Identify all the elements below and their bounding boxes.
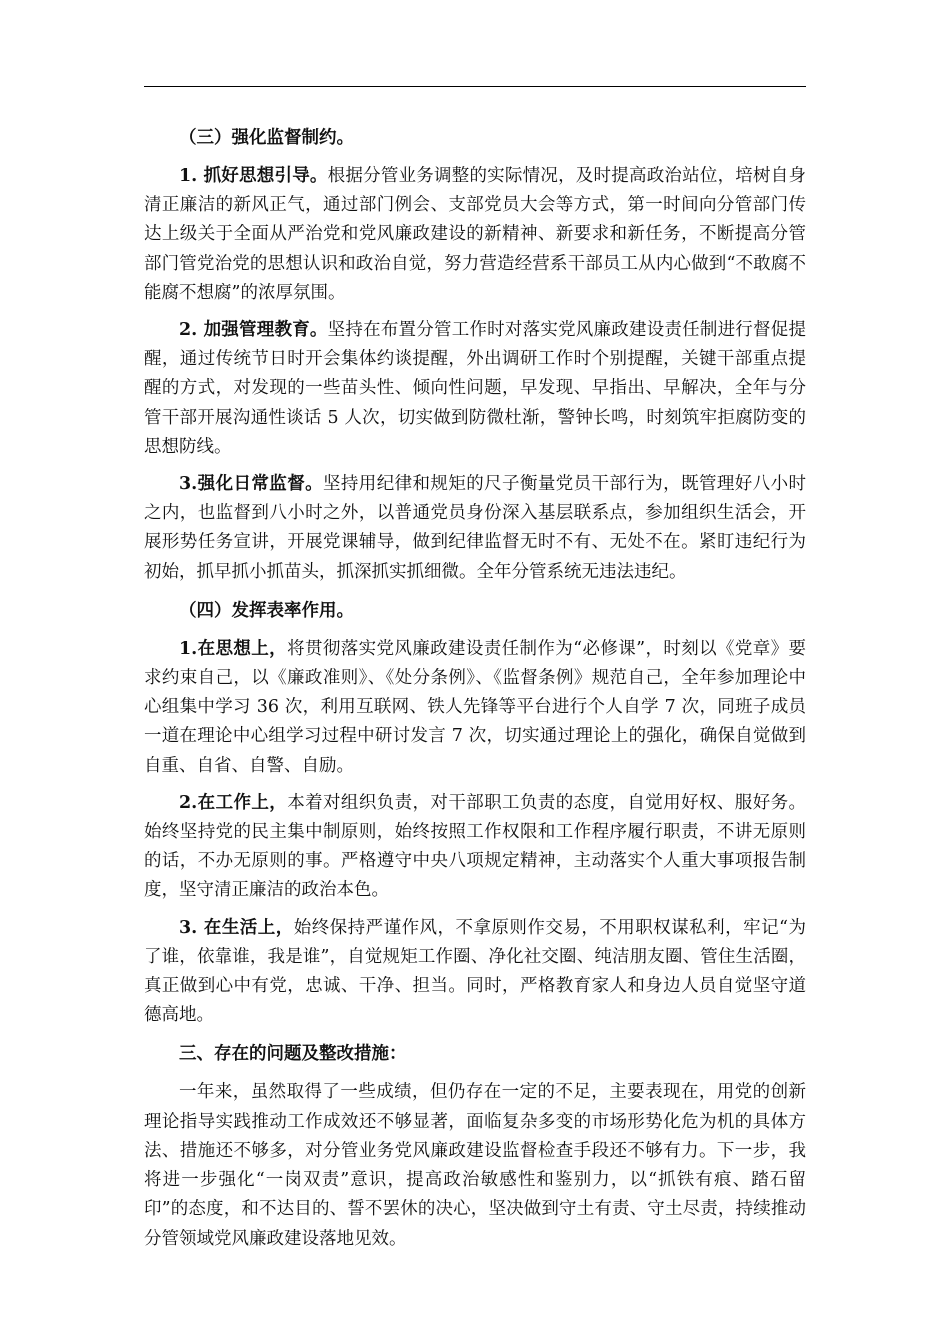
paragraph-text: 一年来，虽然取得了一些成绩，但仍存在一定的不足，主要表现在，用党的创新理论指导实践推动工作成效还不够显著，面临复杂多变的市场形势化危为机的具体方法、措施还不够多，对分管业务党风廉政建设监督检查手段还不够有力。下一步，我将进一步强化“一岗双责”意识，提高政治敏感性和鉴别力，以“抓铁有痕、踏石留印”的态度，和不达目的、誓不罢休的决心，坚决做到守土有责、守土尽责，持续推动分管领域党风廉政建设落地见效。 xyxy=(144,1082,806,1249)
paragraph-in-work xyxy=(144,789,806,906)
paragraph-lead: 2. 加强管理教育。 xyxy=(179,320,328,341)
paragraph-lead: 2.在工作上， xyxy=(179,792,288,813)
paragraph-text: 坚持用纪律和规矩的尺子衡量党员干部行为，既管理好八小时之内，也监督到八小时之外，以普通党员身份深入基层联系点，参加组织生活会，开展形势任务宣讲，开展党课辅导，做到纪律监督无时不有、无处不在。紧盯违纪行为初始，抓早抓小抓苗头，抓深抓实抓细微。全年分管系统无违法违纪。 xyxy=(144,474,806,582)
paragraph-management-education xyxy=(144,316,806,462)
paragraph-text: 将贯彻落实党风廉政建设责任制作为“必修课”，时刻以《党章》要求约束自己，以《廉政准则》、《处分条例》、《监督条例》规范自己，全年参加理论中心组集中学习 36 次，利用互联网、铁人先锋等平台进行个人自学 7 次，同班子成员一道在理论中心组学习过程中研讨发言 7 次，切实通过理论上的强化，确保自觉做到自重、自省、自警、自励。 xyxy=(144,638,806,776)
paragraph-lead: 3.强化日常监督。 xyxy=(179,474,323,495)
paragraph-in-life xyxy=(144,914,806,1031)
section-heading-problems-rectification: 三、存在的问题及整改措施： xyxy=(179,1044,407,1065)
section-heading-exemplary-role: （四）发挥表率作用。 xyxy=(179,600,354,621)
paragraph-daily-supervision xyxy=(144,470,806,587)
paragraph-lead: 1.在思想上， xyxy=(179,638,288,659)
document-body xyxy=(144,122,806,1262)
paragraph-text: 坚持在布置分管工作时对落实党风廉政建设责任制进行督促提醒，通过传统节日时开会集体约谈提醒，外出调研工作时个别提醒，关键干部重点提醒的方式，对发现的一些苗头性、倾向性问题，早发现、早指出、早解决，全年与分管干部开展沟通性谈话 5 人次，切实做到防微杜渐，警钟长鸣，时刻筑牢拒腐防变的思想防线。 xyxy=(144,320,806,457)
paragraph-text: 根据分管业务调整的实际情况，及时提高政治站位，培树自身清正廉洁的新风正气，通过部门例会、支部党员大会等方式，第一时间向分管部门传达上级关于全面从严治党和党风廉政建设的新精神、新要求和新任务，不断提高分管部门管党治党的思想认识和政治自觉，努力营造经营系干部员工从内心做到“不敢腐不能腐不想腐”的浓厚氛围。 xyxy=(144,166,806,303)
paragraph-text: 本着对组织负责，对干部职工负责的态度，自觉用好权、服好务。始终坚持党的民主集中制原则，始终按照工作权限和工作程序履行职责，不讲无原则的话，不办无原则的事。严格遵守中央八项规定精神，主动落实个人重大事项报告制度，坚守清正廉洁的政治本色。 xyxy=(144,792,806,901)
paragraph-in-thought xyxy=(144,635,806,781)
paragraph-summary xyxy=(144,1078,806,1253)
header-rule xyxy=(144,86,806,87)
paragraph-lead: 1. 抓好思想引导。 xyxy=(179,166,328,186)
paragraph-text: 始终保持严谨作风，不拿原则作交易，不用职权谋私利，牢记“为了谁，依靠谁，我是谁”，自觉规矩工作圈、净化社交圈、纯洁朋友圈、管住生活圈，真正做到心中有党，忠诚、干净、担当。同时，严格教育家人和身边人员自觉坚守道德高地。 xyxy=(144,917,806,1026)
paragraph-thought-guidance xyxy=(144,162,806,308)
section-heading-supervision: （三）强化监督制约。 xyxy=(179,128,354,148)
paragraph-lead: 3. 在生活上， xyxy=(179,917,294,938)
